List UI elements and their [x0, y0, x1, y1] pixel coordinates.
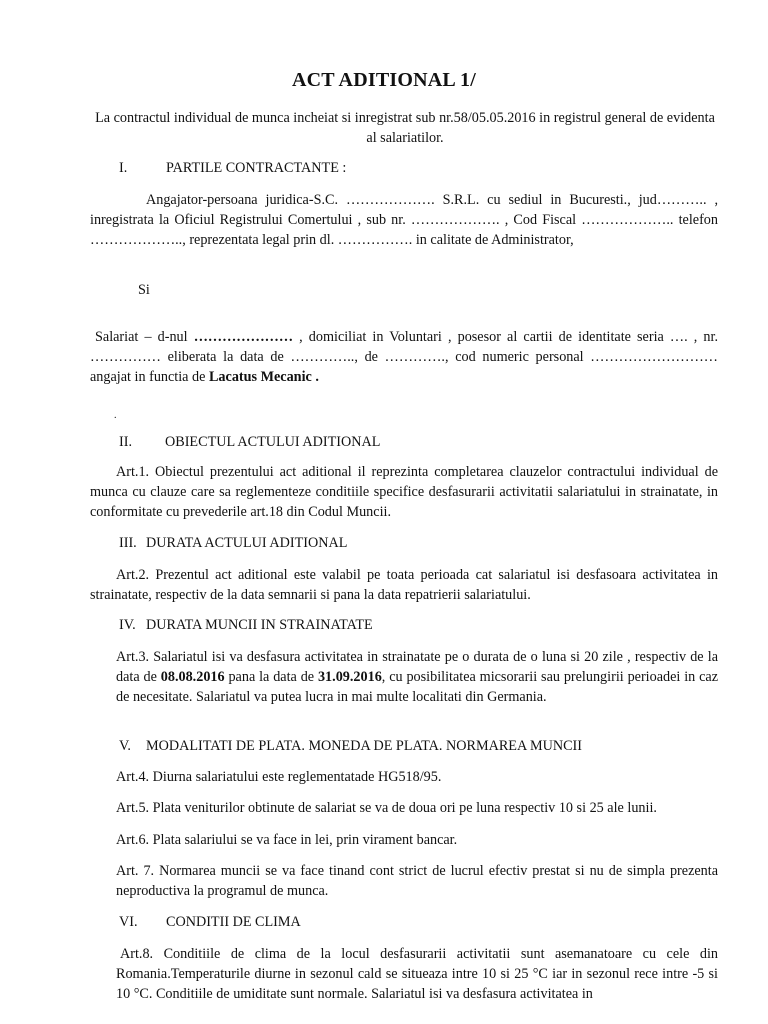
section-title: OBIECTUL ACTULUI ADITIONAL [165, 434, 381, 450]
section-heading-6 [119, 912, 301, 932]
section-heading-4 [119, 615, 373, 635]
section-number: II. [119, 434, 132, 450]
section-number: V. [119, 738, 131, 754]
document-title: ACT ADITIONAL 1/ [292, 69, 476, 91]
employer-paragraph: Angajator-persoana juridica-S.C. ………………. S.R.L. cu sediul in Bucuresti., jud……….. , inregistrata la Oficiul Registrului Comertului , sub nr. ………………. , Cod Fiscal ……………….. telefon ……………….., reprezentata legal prin dl. ……………. in calitate de Administrator, [90, 192, 718, 248]
article-2: Art.2. Prezentul act aditional este valabil pe toata perioada cat salariatul isi desfasoara activitatea in strainatate, respectiv de la data semnarii si pana la data repatrierii salariatului. [90, 567, 718, 603]
section-heading-2 [119, 432, 380, 452]
article-3-text: , cu posibilitatea micsorarii sau prelungirii perioadei in caz de necesitate. Salariatul va putea lucra in mai multe localitati din Germania. [116, 669, 718, 705]
article-3-text: pana la data de [224, 669, 318, 685]
section-number: I. [119, 160, 128, 176]
si-conjunction: Si [138, 282, 150, 298]
article-8: Art.8. Conditiile de clima de la locul desfasurarii activitatii sunt asemanatoare cu cele din Romania.Temperaturile diurne in sezonul cald se situeaza intre 10 si 25 °C iar in sezonul rece intre -5 si 10 °C. Conditiile de umiditate sunt normale. Salariatul isi va desfasura activitatea in [116, 946, 718, 1002]
section-heading-5 [119, 736, 582, 756]
section-title: DURATA MUNCII IN STRAINATATE [146, 617, 373, 633]
stray-mark: . [114, 410, 117, 421]
employee-details: , domiciliat in Voluntari , posesor al cartii de identitate seria …. , nr. …………… eliberata la data de ………….., de …………., cod numeric personal ……………………… angajat in functia de [90, 329, 719, 385]
section-heading-1 [119, 158, 346, 178]
article-1: Art.1. Obiectul prezentului act aditional il reprezinta completarea clauzelor contractului individual de munca cu clauze care sa reglementeze conditiile specifice desfasurarii activitatii salariatului in strainatate, in conformitate cu prevederile art.18 din Codul Muncii. [90, 464, 718, 520]
employee-function: Lacatus Mecanic . [208, 369, 319, 385]
section-heading-3 [119, 533, 347, 553]
article-5: Art.5. Plata veniturilor obtinute de salariat se va de doua ori pe luna respectiv 10 si 25 ale lunii. [116, 800, 657, 816]
section-number: III. [119, 535, 137, 551]
date-from: 08.08.2016 [160, 669, 225, 685]
section-number: VI. [119, 914, 138, 930]
article-3-text: Art.3. Salariatul isi va desfasura activitatea in strainatate pe o durata de o luna si 20 zile , respectiv de la data de [116, 649, 718, 685]
employee-prefix: Salariat – d-nul [95, 329, 194, 345]
employee-paragraph [90, 327, 718, 387]
section-title: PARTILE CONTRACTANTE : [166, 160, 347, 176]
article-6: Art.6. Plata salariului se va face in lei, prin virament bancar. [116, 832, 458, 848]
employee-name-placeholder: ………………… [193, 329, 294, 345]
article-3 [116, 647, 718, 707]
section-title: MODALITATI DE PLATA. MONEDA DE PLATA. NORMAREA MUNCII [146, 738, 582, 754]
intro-paragraph: La contractul individual de munca incheiat si inregistrat sub nr.58/05.05.2016 in registrul general de evidenta al salariatilor. [95, 110, 715, 146]
section-title: CONDITII DE CLIMA [166, 914, 301, 930]
section-number: IV. [119, 617, 136, 633]
date-to: 31.09.2016 [317, 669, 382, 685]
article-4: Art.4. Diurna salariatului este reglementatade HG518/95. [116, 769, 442, 785]
section-title: DURATA ACTULUI ADITIONAL [146, 535, 348, 551]
article-7: Art. 7. Normarea muncii se va face tinand cont strict de lucrul efectiv prestat si nu de simpla prezenta neproductiva la programul de munca. [116, 863, 718, 899]
